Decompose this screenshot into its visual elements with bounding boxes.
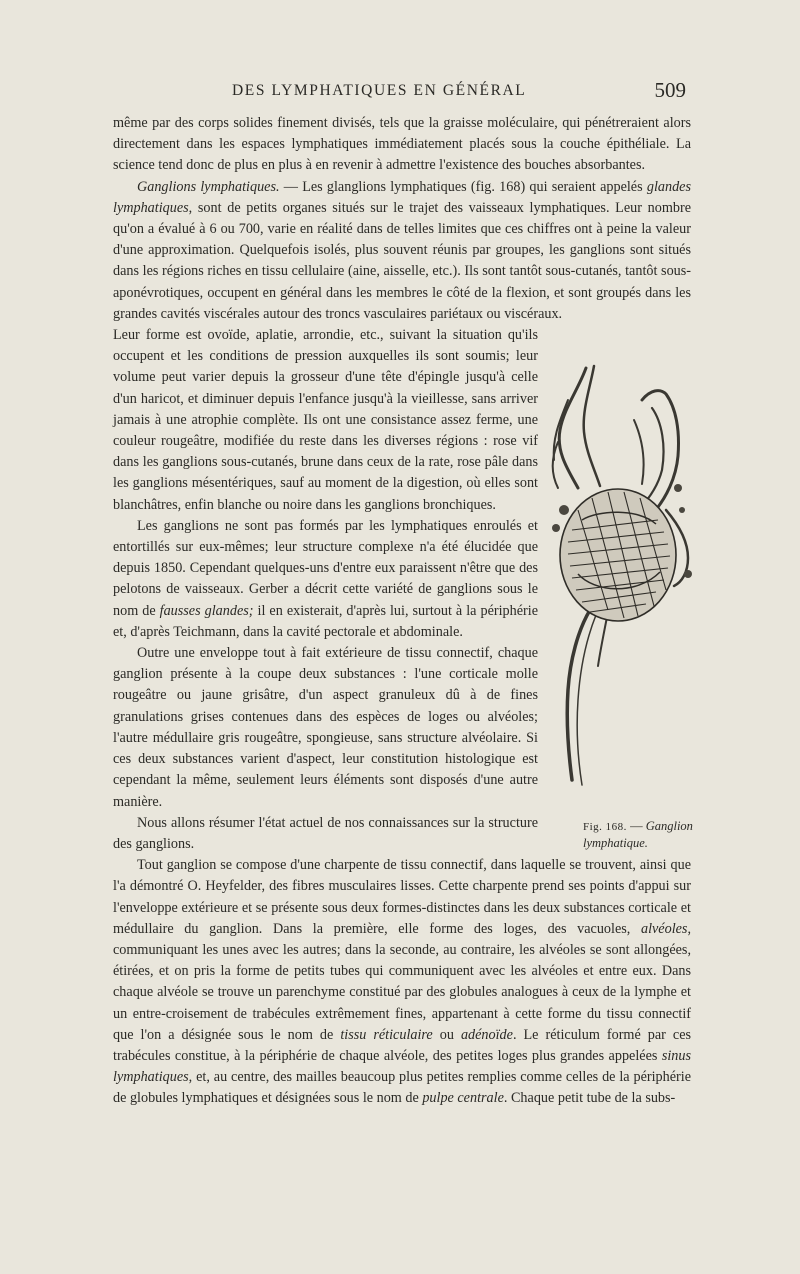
figure-label: Fig. 168. xyxy=(583,821,627,833)
paragraph-5: Outre une enveloppe tout à fait extérieure de tissu connectif, chaque ganglion présente à la coupe deux substances : l'une corticale molle rougeâtre ou jaune grisâtre, d'un aspect granuleux dû à de fines granulations grises contenues dans des espèces de loges ou alvéoles; l'autre médullaire gris rougeâtre, spongieuse, sans structure alvéolaire. Si ces deux substances varient d'aspect, leur constitution histologique est cependant la même, seulement leurs éléments sont disposés d'une autre manière. xyxy=(113,645,538,810)
paragraph-text: . Le réticulum formé par ces trabécules constitue, à la périphérie de chaque alvéole, des petites loges plus grandes appelées xyxy=(113,1026,692,1064)
paragraph-text: Tout ganglion se compose d'une charpente de tissu connectif, dans laquelle se trouvent, ainsi que l'a démontré O. Heyfelder, des fibres musculaires lisses. Cette charpente prend ses points d'appui sur l'enveloppe extérieure et se présente sous deux formes-distinctes dans les deux substances corticale et médullaire du ganglion. Dans la première, elle forme des loges, des vacuoles, xyxy=(113,857,691,937)
figure-title: Ganglion lymphatique. xyxy=(583,819,693,850)
paragraph-3: Leur forme est ovoïde, aplatie, arrondie, etc., suivant la situation qu'ils occupent et les conditions de pression auxquelles ils sont soumis; leur volume peut varier depuis la grosseur d'une tête d'épingle jusqu'à celle d'un haricot, et diminuer depuis l'enfance jusqu'à la vieillesse, sans arriver jamais à une atrophie complète. Ils ont une consistance assez ferme, une couleur rougeâtre, modifiée du reste dans les diverses régions : rose vif dans les ganglions sous-cutanés, brune dans ceux de la rate, rose pâle dans les ganglions mésentériques, sauf au moment de la digestion, où elles sont blanchâtres, enfin blanche ou noire dans les ganglions bronchiques. xyxy=(113,327,538,513)
italic-term: adénoïde xyxy=(460,1026,513,1043)
caption-dash: — xyxy=(626,819,646,833)
italic-term: fausses glandes; xyxy=(159,602,254,619)
paragraph-7 xyxy=(113,855,691,1109)
page-number: 509 xyxy=(654,78,686,102)
figure-caption xyxy=(583,818,723,851)
section-heading: Ganglions lymphatiques. xyxy=(137,178,280,195)
italic-term: pulpe centrale xyxy=(422,1090,504,1107)
page-header xyxy=(0,78,800,108)
paragraph-text: . Chaque petit tube de la subs- xyxy=(503,1090,676,1107)
paragraph-text: ou xyxy=(432,1026,461,1043)
heading-dash: — xyxy=(279,178,303,195)
paragraph-text: , communiquant les unes avec les autres; dans la seconde, au contraire, les alvéoles se sont allongées, étirées, et on pris la forme de petits tubes qui communiquent avec les alvéoles et entre eux. Dans chaque alvéole se trouve un parenchyme constitué par des globules analogues à ceux de la lymphe et un entre-croisement de trabécules extrêmement fines, appartenant à cette forme du tissu connectif que l'on a désignée sous le nom de xyxy=(113,920,691,1043)
italic-term: sinus lymphatiques xyxy=(113,1047,691,1086)
italic-term: alvéoles xyxy=(640,920,688,937)
paragraph-2 xyxy=(113,177,691,325)
running-title: DES LYMPHATIQUES EN GÉNÉRAL xyxy=(232,82,527,99)
paragraph-text: il en existerait, d'après lui, surtout à la périphérie et, d'après Teichmann, dans la cavité pectorale et abdominale. xyxy=(113,602,538,640)
paragraph-text: Les glanglions lymphatiques (fig. 168) qui seraient appelés xyxy=(302,178,647,195)
paragraph-text: , sont de petits organes situés sur le trajet des vaisseaux lymphatiques. Leur nombre qu'on a évalué à 6 ou 700, varie en réalité dans de telles limites que ces chiffres ont à peine la valeur d'une approximation. Quelquefois isolés, plus souvent réunis par groupes, les ganglions sont situés dans les régions riches en tissu cellulaire (aine, aisselle, etc.). Ils sont tantôt sous-cutanés, tantôt sous-aponévrotiques, occupent en général dans les membres le côté de la flexion, et sont groupés dans les grandes cavités viscérales autour des troncs vasculaires pariétaux ou viscéraux. xyxy=(113,199,691,322)
paragraph-1: même par des corps solides finement divisés, tels que la graisse moléculaire, qui pénétreraient alors directement dans les espaces lymphatiques immédiatement placés sous la couche épithéliale. La science tend donc de plus en plus à en revenir à admettre l'existence des bouches absorbantes. xyxy=(113,115,691,174)
italic-term: glandes lymphatiques xyxy=(113,178,691,216)
paragraph-4 xyxy=(113,516,538,643)
lymph-ganglion-illustration xyxy=(538,360,708,800)
paragraph-6: Nous allons résumer l'état actuel de nos connaissances sur la structure des ganglions. xyxy=(113,814,538,852)
italic-term: tissu réticulaire xyxy=(340,1026,433,1043)
paragraph-text: , et, au centre, des mailles beaucoup plus petites remplies comme celles de la périphérie de globules lymphatiques et désignées sous le nom de xyxy=(113,1069,691,1107)
paragraph-text: Les ganglions ne sont pas formés par les lymphatiques enroulés et entortillés sur eux-mêmes; leur structure complexe n'a été élucidée que depuis 1850. Cependant quelques-uns d'entre eux paraissent n'être que des pelotons de vaisseaux. Gerber a décrit cette variété de ganglions sous le nom de xyxy=(113,517,538,619)
